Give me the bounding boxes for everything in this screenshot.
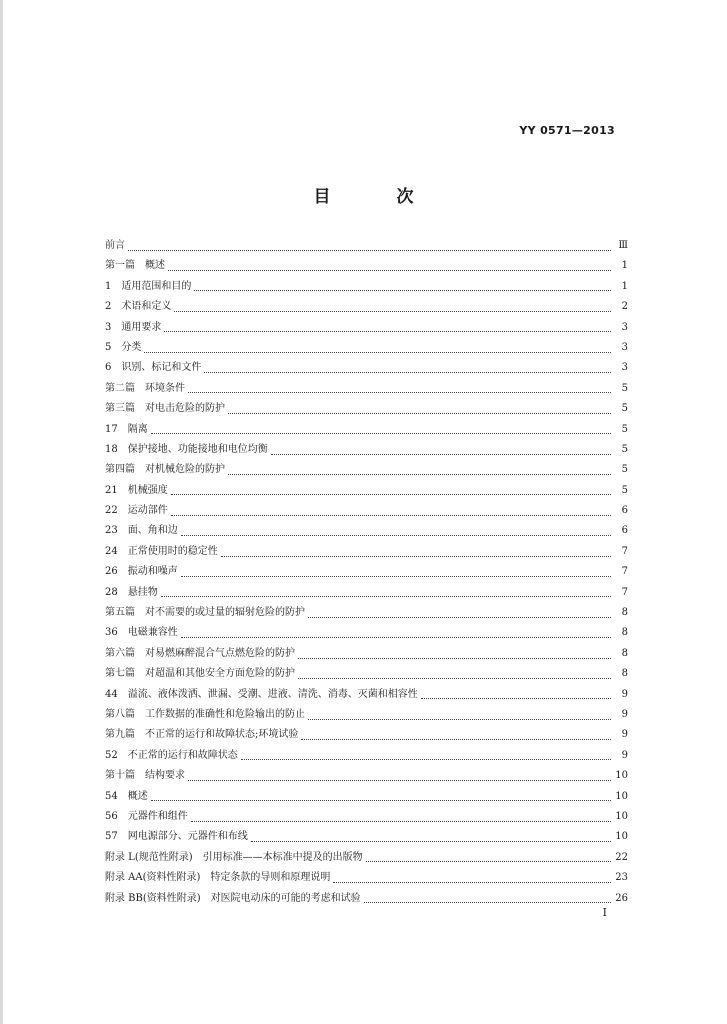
toc-entry-page: 5 [621, 443, 628, 455]
toc-entry-page: 8 [621, 647, 628, 659]
dot-leader [164, 331, 611, 332]
dot-leader [221, 556, 611, 557]
dot-leader [161, 596, 611, 597]
dot-leader [333, 882, 611, 883]
toc-entry-label: 第六篇 对易燃麻醉混合气点燃危险的防护 [105, 647, 295, 659]
dot-leader [301, 739, 611, 740]
toc-entry[interactable] [105, 521, 628, 541]
toc-entry-label: 22 运动部件 [105, 505, 168, 517]
toc-entry[interactable] [105, 440, 628, 460]
toc-entry[interactable] [105, 848, 628, 868]
page-number: I [602, 906, 607, 919]
dot-leader [308, 719, 611, 720]
dot-leader [151, 433, 611, 434]
toc-entry-label: 24 正常使用时的稳定性 [105, 545, 218, 557]
dot-leader [174, 311, 611, 312]
toc-entry-label: 第十篇 结构要求 [105, 770, 185, 782]
toc-entry-page: 10 [615, 810, 628, 822]
dot-leader [181, 535, 611, 536]
toc-entry-page: 8 [621, 627, 628, 639]
toc-entry-page: 5 [621, 484, 628, 496]
toc-entry-label: 附录 BB(资料性附录) 对医院电动床的可能的考虑和试验 [105, 892, 361, 904]
toc-entry[interactable] [105, 766, 628, 786]
toc-entry[interactable] [105, 542, 628, 562]
toc-entry-label: 44 溢流、液体泼洒、泄漏、受潮、进液、清洗、消毒、灭菌和相容性 [105, 688, 418, 700]
toc-entry-label: 附录 L(规范性附录) 引用标准——本标准中提及的出版物 [105, 851, 363, 863]
dot-leader [298, 678, 611, 679]
toc-entry-page: 8 [621, 668, 628, 680]
toc-entry-page: 23 [615, 872, 628, 884]
toc-entry[interactable] [105, 685, 628, 705]
toc-entry-page: 3 [621, 341, 628, 353]
toc-entry[interactable] [105, 338, 628, 358]
toc-entry-label: 附录 AA(资料性附录) 特定条款的导则和原理说明 [105, 872, 331, 884]
dot-leader [421, 698, 611, 699]
toc-entry-label: 前言 [105, 240, 125, 251]
toc-entry-label: 54 概述 [105, 790, 148, 802]
toc-entry[interactable] [105, 787, 628, 807]
toc-entry-page: 9 [621, 688, 628, 700]
toc-entry-label: 57 网电源部分、元器件和布线 [105, 831, 248, 843]
dot-leader [191, 821, 611, 822]
toc-entry[interactable] [105, 379, 628, 399]
dot-leader [298, 658, 611, 659]
toc-entry-page: 10 [615, 790, 628, 802]
toc-entry-label: 第四篇 对机械危险的防护 [105, 464, 225, 476]
dot-leader [181, 576, 611, 577]
table-of-contents [105, 236, 628, 909]
toc-entry[interactable] [105, 889, 628, 909]
toc-entry-label: 56 元器件和组件 [105, 810, 188, 822]
toc-entry[interactable] [105, 399, 628, 419]
toc-entry-page: Ⅲ [618, 240, 628, 251]
dot-leader [228, 474, 611, 475]
dot-leader [364, 902, 611, 903]
toc-entry[interactable] [105, 420, 628, 440]
toc-entry-label: 5 分类 [105, 341, 142, 353]
dot-leader [271, 454, 611, 455]
toc-entry-label: 第九篇 不正常的运行和故障状态;环境试验 [105, 729, 299, 741]
toc-entry-label: 23 面、角和边 [105, 525, 178, 537]
toc-entry-label: 3 通用要求 [105, 321, 162, 333]
toc-entry-page: 5 [621, 464, 628, 476]
dot-leader [171, 515, 611, 516]
dot-leader [241, 759, 611, 760]
toc-entry-label: 17 隔离 [105, 423, 148, 435]
toc-entry-page: 2 [621, 301, 628, 313]
dot-leader [144, 352, 611, 353]
toc-entry-label: 2 术语和定义 [105, 301, 172, 313]
toc-entry-label: 26 振动和噪声 [105, 566, 178, 578]
toc-entry-label: 第一篇 概述 [105, 260, 165, 272]
toc-entry[interactable] [105, 705, 628, 725]
dot-leader [188, 392, 611, 393]
page-title: 目 次 [313, 187, 444, 207]
toc-entry-page: 3 [621, 321, 628, 333]
dot-leader [366, 861, 611, 862]
toc-entry-page: 6 [621, 505, 628, 517]
dot-leader [188, 780, 611, 781]
toc-entry[interactable] [105, 868, 628, 888]
toc-entry[interactable] [105, 827, 628, 847]
toc-entry-page: 10 [615, 770, 628, 782]
toc-entry-page: 9 [621, 708, 628, 720]
toc-entry[interactable] [105, 807, 628, 827]
toc-entry-page: 7 [621, 566, 628, 578]
toc-entry-label: 第八篇 工作数据的准确性和危险输出的防止 [105, 708, 305, 720]
toc-entry-label: 1 适用范围和目的 [105, 280, 192, 292]
page-edge [0, 0, 3, 1024]
toc-entry[interactable] [105, 623, 628, 643]
dot-leader [171, 494, 611, 495]
toc-entry-label: 36 电磁兼容性 [105, 627, 178, 639]
toc-entry-page: 9 [621, 749, 628, 761]
toc-entry-page: 5 [621, 382, 628, 394]
toc-entry-page: 3 [621, 362, 628, 374]
toc-entry-label: 21 机械强度 [105, 484, 168, 496]
dot-leader [204, 372, 611, 373]
toc-entry-page: 1 [621, 260, 628, 272]
toc-entry[interactable] [105, 256, 628, 276]
toc-entry[interactable] [105, 501, 628, 521]
standard-code: YY 0571—2013 [519, 124, 615, 137]
toc-entry-page: 7 [621, 586, 628, 598]
dot-leader [151, 800, 611, 801]
toc-entry-label: 28 悬挂物 [105, 586, 158, 598]
toc-entry-page: 9 [621, 729, 628, 741]
toc-entry-page: 1 [621, 280, 628, 292]
toc-entry-page: 5 [621, 423, 628, 435]
toc-entry-label: 6 识别、标记和文件 [105, 362, 202, 374]
toc-entry-page: 5 [621, 403, 628, 415]
toc-entry[interactable] [105, 297, 628, 317]
toc-entry-label: 第五篇 对不需要的或过量的辐射危险的防护 [105, 607, 305, 619]
toc-entry-page: 8 [621, 607, 628, 619]
toc-entry[interactable] [105, 644, 628, 664]
toc-entry[interactable] [105, 236, 628, 256]
dot-leader [308, 617, 611, 618]
dot-leader [194, 290, 611, 291]
toc-entry[interactable] [105, 481, 628, 501]
dot-leader [251, 841, 611, 842]
toc-entry-page: 26 [615, 892, 628, 904]
toc-entry-page: 6 [621, 525, 628, 537]
toc-entry[interactable] [105, 746, 628, 766]
toc-entry[interactable] [105, 562, 628, 582]
dot-leader [181, 637, 611, 638]
toc-entry[interactable] [105, 318, 628, 338]
toc-entry-label: 52 不正常的运行和故障状态 [105, 749, 238, 761]
toc-entry-label: 第七篇 对超温和其他安全方面危险的防护 [105, 668, 295, 680]
dot-leader [168, 270, 611, 271]
toc-entry[interactable] [105, 358, 628, 378]
toc-entry-page: 10 [615, 831, 628, 843]
toc-entry-label: 第二篇 环境条件 [105, 382, 185, 394]
dot-leader [228, 413, 611, 414]
dot-leader [128, 250, 611, 251]
toc-entry-page: 22 [615, 851, 628, 863]
toc-entry[interactable] [105, 583, 628, 603]
toc-entry-label: 18 保护接地、功能接地和电位均衡 [105, 443, 268, 455]
toc-entry[interactable] [105, 460, 628, 480]
toc-entry[interactable] [105, 725, 628, 745]
toc-entry[interactable] [105, 277, 628, 297]
toc-entry[interactable] [105, 664, 628, 684]
toc-entry-page: 7 [621, 545, 628, 557]
toc-entry-label: 第三篇 对电击危险的防护 [105, 403, 225, 415]
toc-entry[interactable] [105, 603, 628, 623]
